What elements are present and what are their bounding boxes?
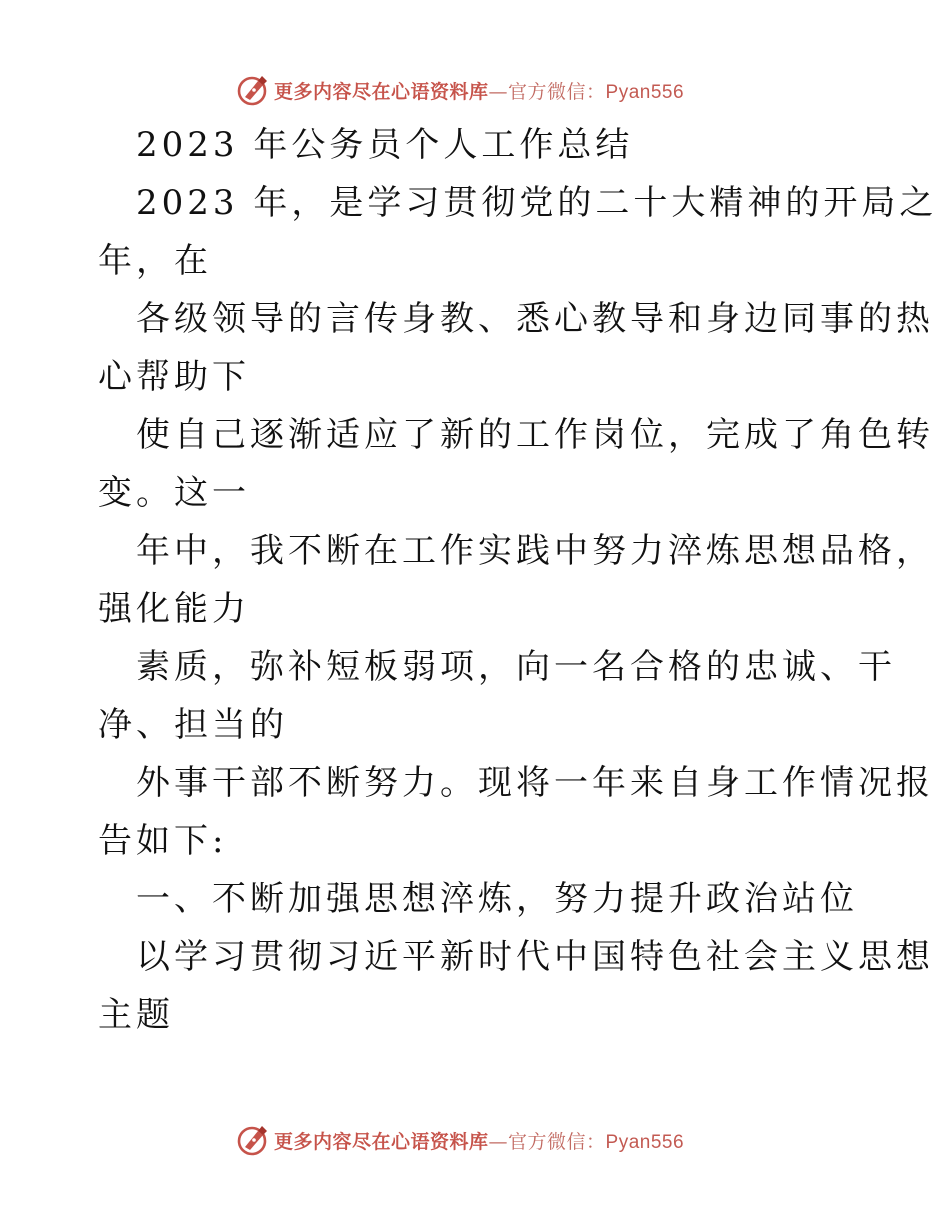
document-line: 使自己逐渐适应了新的工作岗位，完成了角色转 <box>136 415 934 455</box>
banner-dash: — <box>488 80 509 103</box>
document-line: 2023 年，是学习贯彻党的二十大精神的开局之 <box>136 183 938 223</box>
pen-nib-logo-icon <box>236 73 270 107</box>
document-line: 年中，我不断在工作实践中努力淬炼思想品格， <box>136 531 934 571</box>
document-line: 变。这一 <box>98 473 250 513</box>
banner-wechat-label: 官方微信： <box>508 80 606 103</box>
document-line: 素质，弥补短板弱项，向一名合格的忠诚、干 <box>136 647 896 687</box>
banner-main-text: 更多内容尽在心语资料库 <box>274 80 489 103</box>
document-line: 净、担当的 <box>98 705 288 745</box>
document-line: 年，在 <box>98 241 212 281</box>
banner-main-text: 更多内容尽在心语资料库 <box>274 1130 489 1153</box>
banner-dash: — <box>488 1130 509 1153</box>
document-title: 2023 年公务员个人工作总结 <box>136 125 634 165</box>
document-line: 各级领导的言传身教、悉心教导和身边同事的热 <box>136 299 934 339</box>
document-line: 以学习贯彻习近平新时代中国特色社会主义思想 <box>136 937 934 977</box>
document-line: 强化能力 <box>98 589 250 629</box>
header-banner <box>236 72 684 108</box>
banner-wechat-label: 官方微信： <box>508 1130 606 1153</box>
document-body <box>98 122 938 1050</box>
document-line: 心帮助下 <box>98 357 250 397</box>
document-line: 外事干部不断努力。现将一年来自身工作情况报 <box>136 763 934 803</box>
document-line: 告如下: <box>98 821 228 861</box>
document-line: 主题 <box>98 995 174 1035</box>
pen-nib-logo-icon <box>236 1123 270 1157</box>
section-heading: 一、不断加强思想淬炼，努力提升政治站位 <box>136 879 858 919</box>
banner-wechat-handle: Pyan556 <box>605 81 685 103</box>
footer-banner <box>236 1122 684 1158</box>
banner-wechat-handle: Pyan556 <box>605 1131 685 1153</box>
